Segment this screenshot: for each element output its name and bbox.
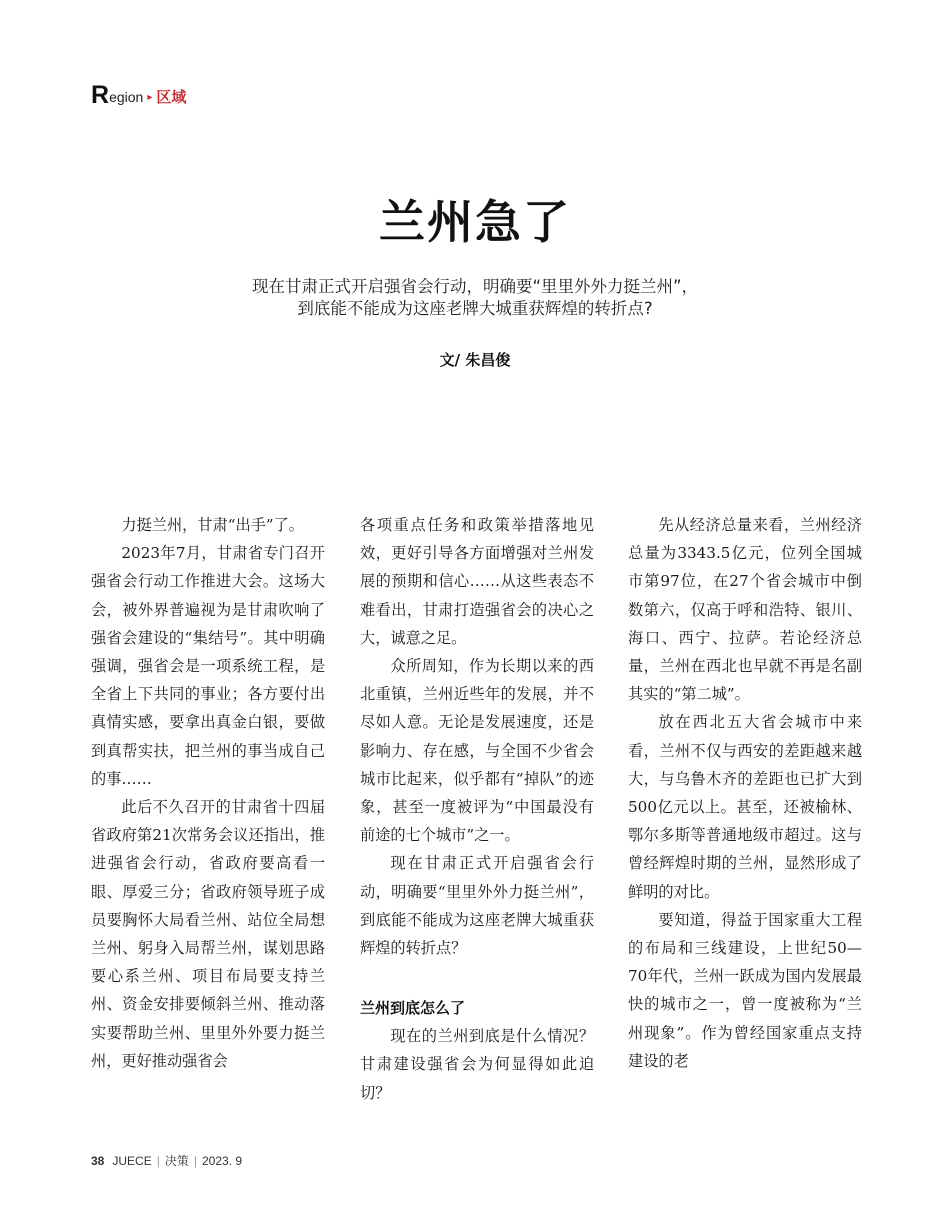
section-header bbox=[91, 83, 186, 107]
section-label-en: egion bbox=[109, 89, 144, 105]
paragraph: 2023年7月，甘肃省专门召开强省会行动工作推进大会。这场大会，被外界普遍视为是甘肃吹响了强省会建设的“集结号”。其中明确强调，强省会是一项系统工程，是全省上下共同的事业；各方要付出真情实感，要拿出真金白银，要做到真帮实扶，把兰州的事当成自己的事…… bbox=[91, 544, 325, 788]
text-column-3 bbox=[628, 511, 862, 1075]
page-footer bbox=[91, 1152, 242, 1169]
issue-date: 2023. 9 bbox=[201, 1153, 243, 1168]
text-column-2 bbox=[360, 511, 594, 1107]
footer-separator: | bbox=[193, 1153, 197, 1168]
page-number: 38 bbox=[91, 1153, 105, 1168]
magazine-name-en: JUECE bbox=[112, 1153, 152, 1168]
magazine-name-zh: 决策 bbox=[164, 1154, 189, 1168]
footer-separator: | bbox=[156, 1153, 160, 1168]
article-subtitle bbox=[0, 276, 950, 320]
subtitle-line-1: 现在甘肃正式开启强省会行动，明确要“里里外外力挺兰州”， bbox=[251, 277, 699, 296]
text-column-1 bbox=[91, 511, 325, 1075]
section-initial: R bbox=[91, 81, 110, 109]
byline: 文/ 朱昌俊 bbox=[439, 351, 511, 369]
paragraph: 众所周知，作为长期以来的西北重镇，兰州近些年的发展，并不尽如人意。无论是发展速度，还是影响力、存在感，与全国不少省会城市比起来，似乎都有“掉队”的迹象，甚至一度被评为“中国最没有前途的七个城市”之一。 bbox=[360, 657, 594, 845]
paragraph: 各项重点任务和政策举措落地见效，更好引导各方面增强对兰州发展的预期和信心……从这些表态不难看出，甘肃打造强省会的决心之大，诚意之足。 bbox=[360, 516, 594, 647]
paragraph: 要知道，得益于国家重大工程的布局和三线建设，上世纪50—70年代，兰州一跃成为国内发展最快的城市之一，曾一度被称为“兰州现象”。作为曾经国家重点支持建设的老 bbox=[628, 910, 862, 1070]
paragraph: 力挺兰州，甘肃“出手”了。 bbox=[121, 516, 304, 534]
paragraph: 先从经济总量来看，兰州经济总量为3343.5亿元，位列全国城市第97位，在27个省会城市中倒数第六，仅高于呼和浩特、银川、海口、西宁、拉萨。若论经济总量，兰州在西北也早就不再是名副其实的“第二城”。 bbox=[628, 516, 862, 704]
section-heading: 兰州到底怎么了 bbox=[360, 999, 466, 1018]
paragraph: 现在的兰州到底是什么情况？甘肃建设强省会为何显得如此迫切？ bbox=[360, 1027, 594, 1102]
article-title: 兰州急了 bbox=[379, 195, 571, 249]
triangle-right-icon: ▸ bbox=[147, 91, 153, 103]
subtitle-line-2: 到底能不能成为这座老牌大城重获辉煌的转折点? bbox=[297, 299, 653, 318]
paragraph: 现在甘肃正式开启强省会行动，明确要“里里外外力挺兰州”，到底能不能成为这座老牌大城重获辉煌的转折点？ bbox=[360, 854, 594, 958]
paragraph: 此后不久召开的甘肃省十四届省政府第21次常务会议还指出，推进强省会行动，省政府要高看一眼、厚爱三分；省政府领导班子成员要胸怀大局看兰州、站位全局想兰州、躬身入局帮兰州，谋划思路要心系兰州、项目布局要支持兰州、资金安排要倾斜兰州、推动落实要帮助兰州、里里外外要力挺兰州，更好推动强省会 bbox=[91, 798, 325, 1070]
section-label-zh: 区域 bbox=[156, 89, 187, 106]
paragraph: 放在西北五大省会城市中来看，兰州不仅与西安的差距越来越大，与乌鲁木齐的差距也已扩大到500亿元以上。甚至，还被榆林、鄂尔多斯等普通地级市超过。这与曾经辉煌时期的兰州，显然形成了鲜明的对比。 bbox=[628, 713, 862, 901]
